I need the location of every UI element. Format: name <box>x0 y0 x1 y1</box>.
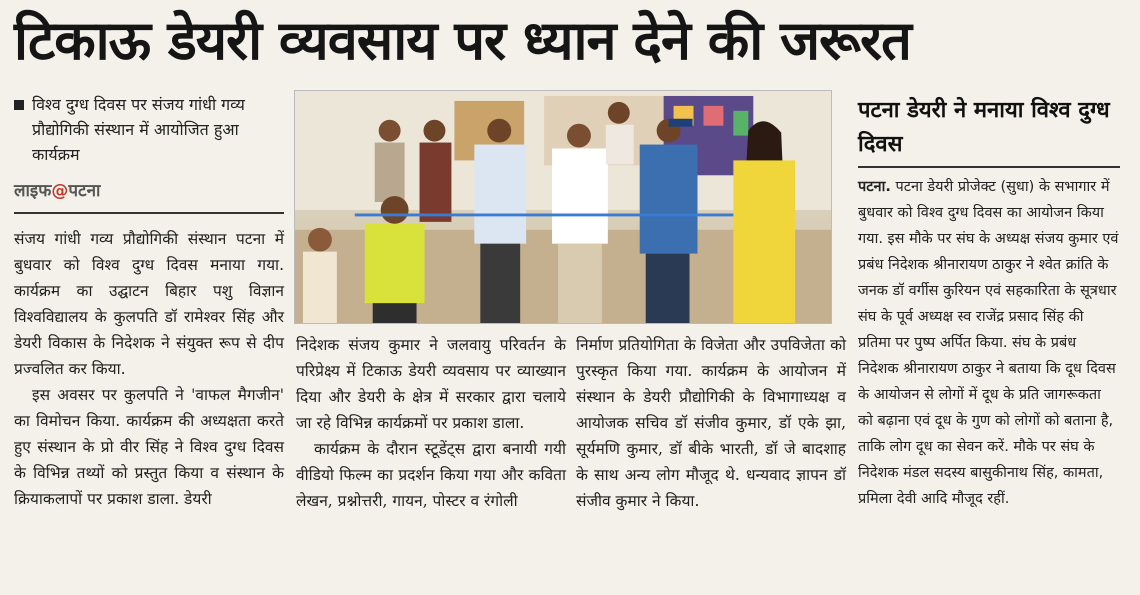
sidebar-title: पटना डेयरी ने मनाया विश्व दुग्ध दिवस <box>858 98 1110 157</box>
divider <box>14 212 284 214</box>
article-paragraph: निदेशक संजय कुमार ने जलवायु परिवर्तन के परिप्रेक्ष्य में टिकाऊ डेयरी व्यवसाय पर व्याख्यान दिया और डेयरी के क्षेत्र में सरकार द्वारा चलाये जा रहे विभिन्न कार्यक्रमों पर प्रकाश डाला. <box>296 336 566 432</box>
article-column-3 <box>576 332 846 514</box>
bullet-icon <box>14 100 24 110</box>
headline: टिकाऊ डेयरी व्यवसाय पर ध्यान देने की जरूरत <box>14 9 911 72</box>
divider <box>858 166 1120 168</box>
event-photo <box>294 90 832 324</box>
sidebar-body: पटना डेयरी प्रोजेक्ट (सुधा) के सभागार में बुधवार को विश्व दुग्ध दिवस का आयोजन किया गया. इस मौके पर संघ के अध्यक्ष संजय कुमार एवं प्रबंध निदेशक श्रीनारायण ठाकुर ने श्वेत क्रांति के जनक डॉ वर्गीस कुरियन एवं सहकारिता के सूत्रधार संघ के पूर्व अध्यक्ष स्व राजेंद्र प्रसाद सिंह की प्रतिमा पर पुष्प अर्पित किया. संघ के प्रबंध निदेशक श्रीनारायण ठाकुर ने बताया कि दूध दिवस के आयोजन से लोगों में दूध के प्रति जागरूकता को बढ़ाना एवं दूध के गुण को लोगों को बताना है, ताकि लोग दूध का सेवन करें. मौके पर संघ के निदेशक मंडल सदस्य बासुकीनाथ सिंह, कामता, प्रमिला देवी आदि मौजूद रहीं. <box>858 179 1119 507</box>
dateline-prefix: लाइफ <box>14 181 52 201</box>
article-paragraph: कार्यक्रम के दौरान स्टूडेंट्स द्वारा बनायी गयी वीडियो फिल्म का प्रदर्शन किया गया और कविता लेखन, प्रश्नोत्तरी, गायन, पोस्टर व रंगोली <box>296 440 566 510</box>
subheading-block <box>14 92 284 167</box>
article-column-2 <box>296 332 566 514</box>
subheading: विश्व दुग्ध दिवस पर संजय गांधी गव्य प्रौद्योगिकी संस्थान में आयोजित हुआ कार्यक्रम <box>32 95 245 164</box>
sidebar-dateline: पटना. <box>858 179 891 195</box>
ribbon-cutting-photo <box>295 91 831 323</box>
article-column-1 <box>14 226 284 512</box>
dateline <box>14 178 100 201</box>
article-paragraph: इस अवसर पर कुलपति ने 'वाफल मैगजीन' का विमोचन किया. कार्यक्रम की अध्यक्षता करते हुए संस्थान के प्रो वीर सिंह ने विश्व दुग्ध दिवस के विभिन्न तथ्यों को प्रस्तुत किया व संस्थान के क्रियाकलापों पर प्रकाश डाला. डेयरी <box>14 386 284 508</box>
dateline-at: @ <box>51 181 69 201</box>
article-paragraph: संजय गांधी गव्य प्रौद्योगिकी संस्थान पटना में बुधवार को विश्व दुग्ध दिवस मनाया गया. कार्यक्रम का उद्घाटन बिहार पशु विज्ञान विश्वविद्यालय के कुलपति डॉ रामेश्वर सिंह और डेयरी विकास के निदेशक ने संयुक्त रूप से दीप प्रज्वलित कर किया. <box>14 230 284 378</box>
sidebar-article <box>858 174 1120 512</box>
article-paragraph: निर्माण प्रतियोगिता के विजेता और उपविजेता को पुरस्कृत किया गया. कार्यक्रम के आयोजन में संस्थान के डेयरी प्रौद्योगिकी के विभागाध्यक्ष व आयोजक सचिव डॉ संजीव कुमार, डॉ एके झा, सूर्यमणि कुमार, डॉ बीके भारती, डॉ जे बादशाह के साथ अन्य लोग मौजूद थे. धन्यवाद ज्ञापन डॉ संजीव कुमार ने किया. <box>576 336 846 510</box>
dateline-city: पटना <box>68 181 101 201</box>
